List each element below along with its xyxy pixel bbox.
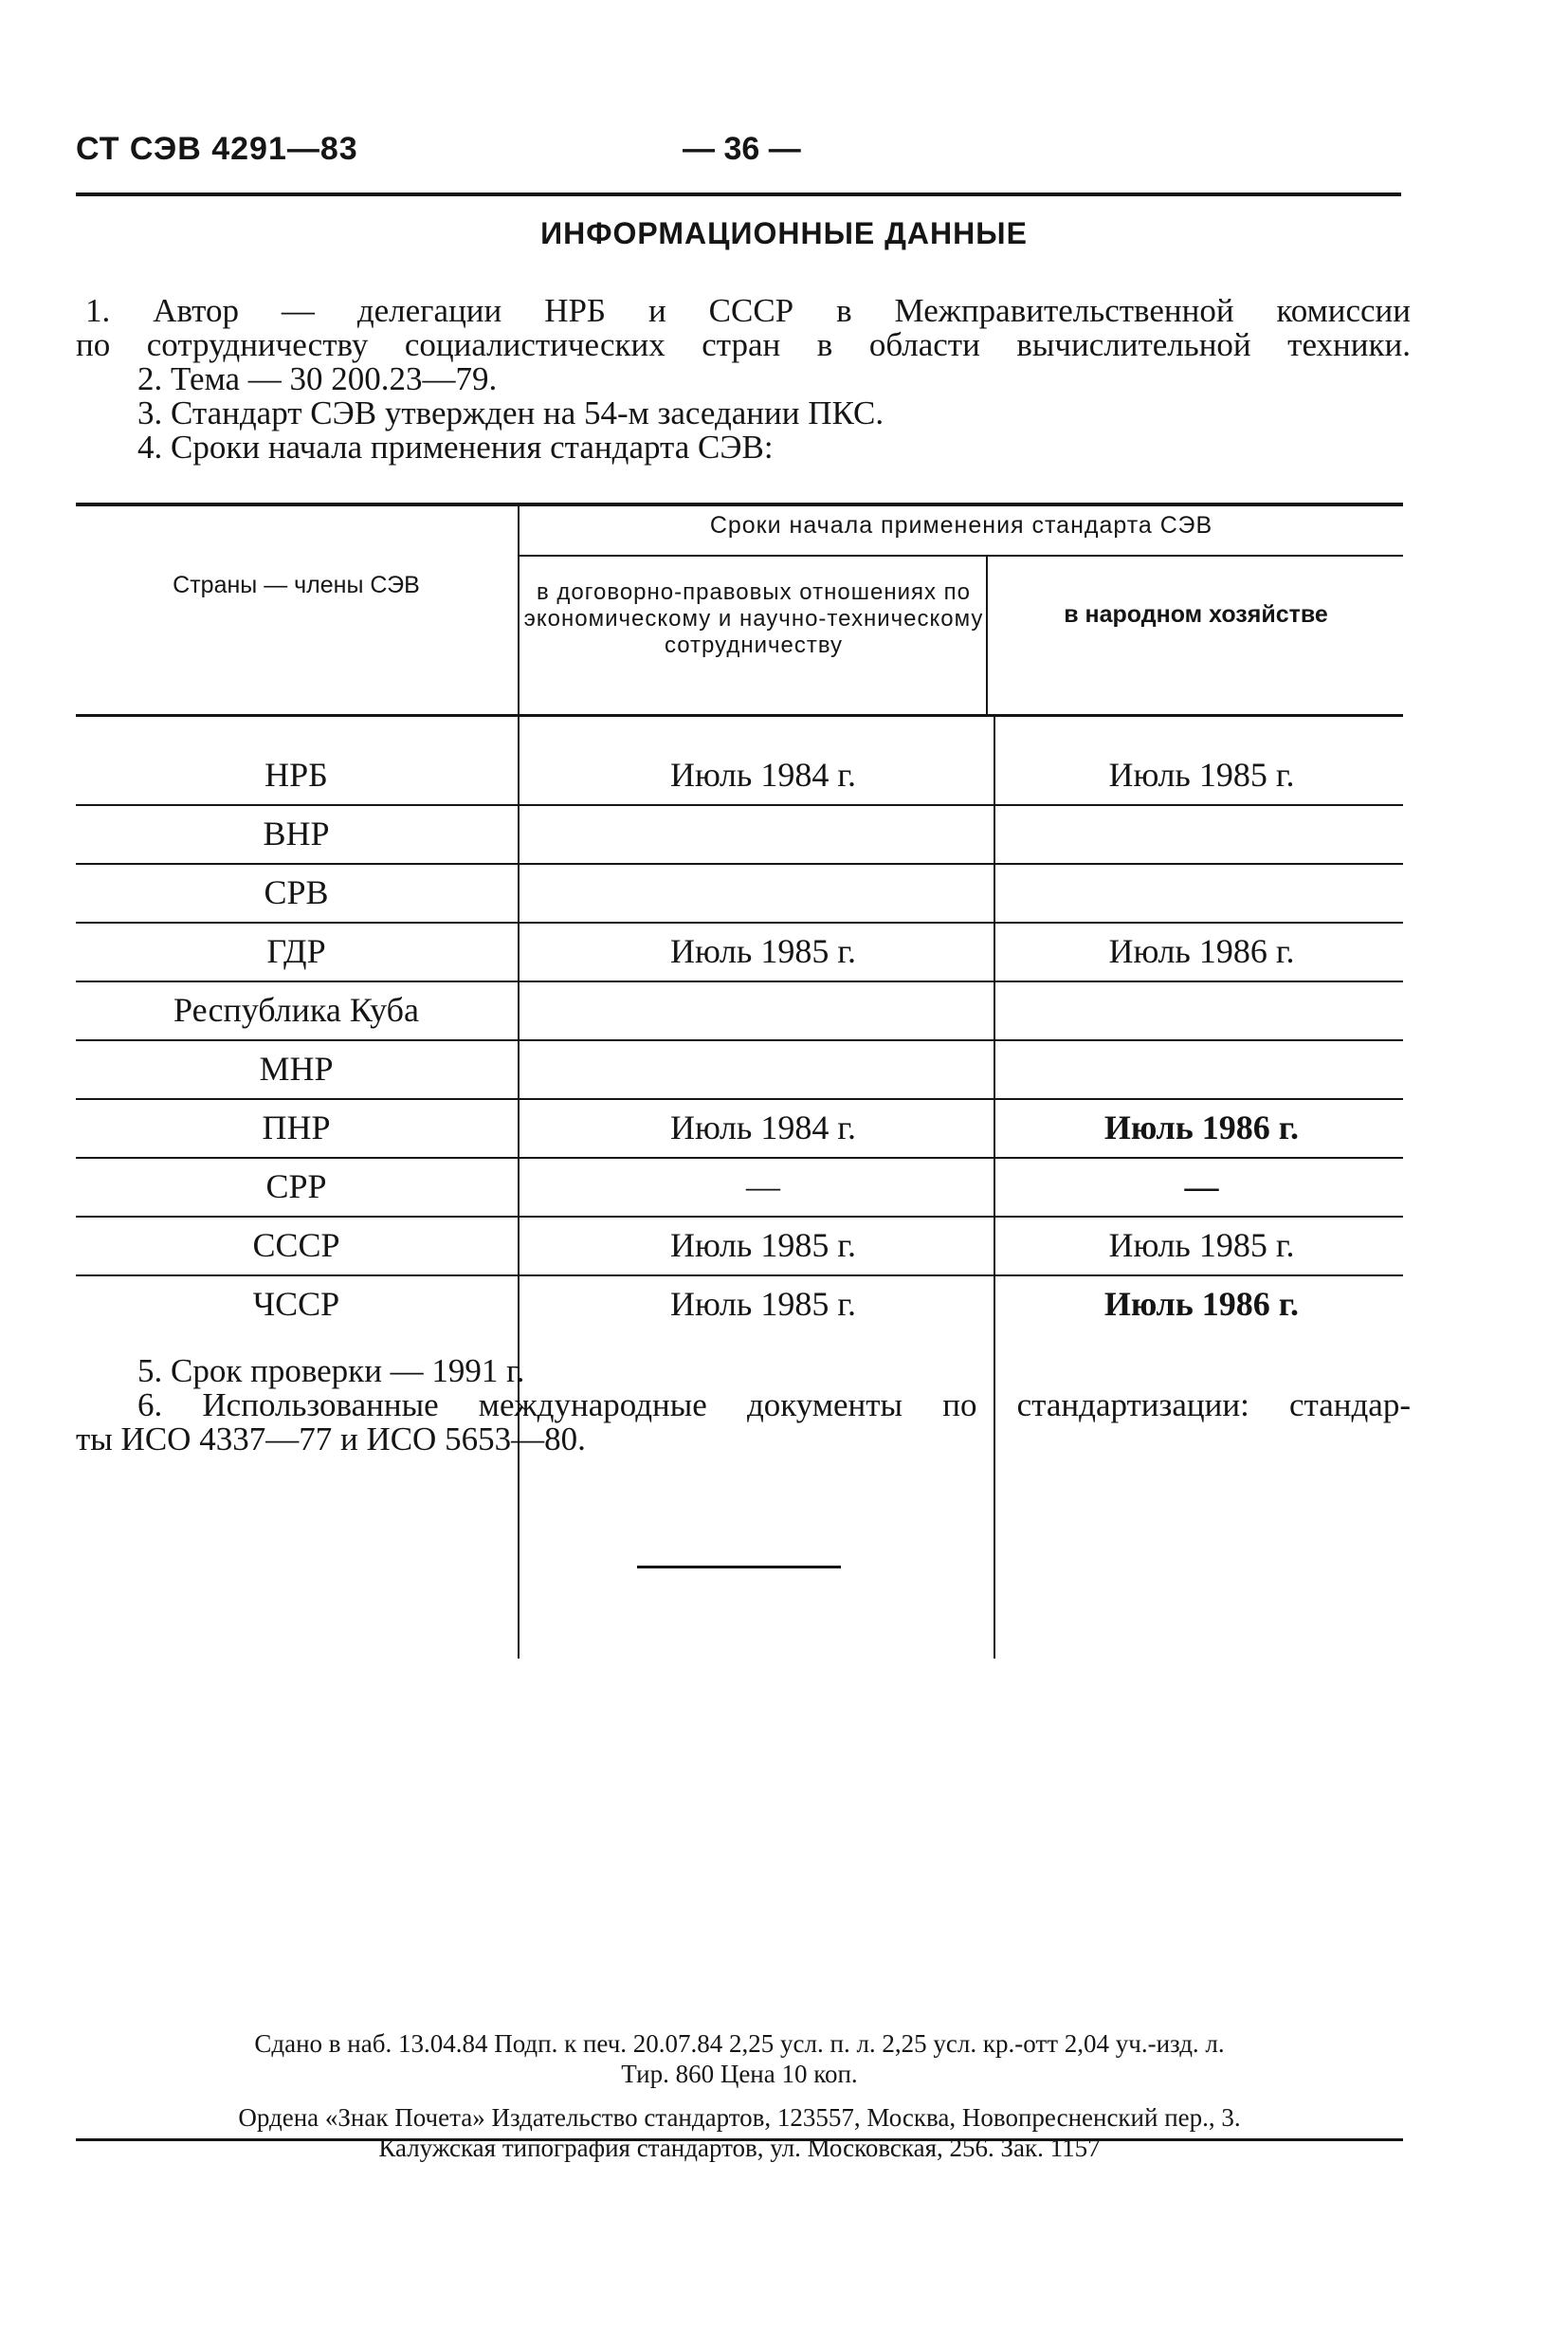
item-3: 3. Стандарт СЭВ утвержден на 54-м заседании ПКС.	[137, 394, 884, 431]
item-2: 2. Тема — 30 200.23—79.	[137, 360, 498, 397]
economy-date-cell: Июль 1985 г.	[1108, 1226, 1295, 1264]
table-top-rule	[76, 503, 1403, 506]
economy-date-cell	[1000, 981, 1403, 1039]
imprint-line-1: Сдано в наб. 13.04.84 Подп. к печ. 20.07.84 2,25 усл. п. л. 2,25 усл. кр.-отт 2,04 уч.-изд. л.	[254, 2029, 1225, 2058]
table-group-rule	[520, 555, 1403, 557]
printer-line: Калужская типография стандартов, ул. Московская, 256. Зак. 1157	[378, 2134, 1101, 2162]
contract-date-cell	[531, 863, 995, 922]
imprint-line-2: Тир. 860 Цена 10 коп.	[621, 2060, 858, 2088]
country-cell: МНР	[259, 1050, 334, 1088]
economy-date-cell	[1000, 804, 1403, 863]
column-group-header: Сроки начала применения стандарта СЭВ	[709, 512, 1213, 539]
table-row	[76, 863, 1403, 922]
item-1-line-1: 1. Автор — делегации НРБ и СССР в Межправительственной комиссии	[85, 292, 1411, 329]
economy-date-cell: Июль 1986 г.	[1103, 1285, 1300, 1323]
table-vline-2-head	[986, 557, 988, 714]
contract-date-cell: Июль 1984 г.	[669, 756, 857, 794]
country-cell: СРР	[265, 1167, 327, 1205]
item-4: 4. Сроки начала применения стандарта СЭВ:	[137, 429, 774, 466]
column-header-contract: в договорно-правовых отношениях по экономическому и научно-техническому сотрудничеству	[523, 579, 984, 658]
country-cell: СРВ	[264, 873, 329, 911]
header-rule	[76, 192, 1401, 196]
page-number: — 36 —	[683, 131, 801, 167]
table-row	[76, 804, 1403, 863]
table-row	[76, 981, 1403, 1039]
closing-rule	[637, 1566, 841, 1568]
table-row	[76, 1039, 1403, 1098]
economy-date-cell	[1000, 1039, 1403, 1098]
column-header-countries: Страны — члены СЭВ	[173, 572, 420, 598]
table-row	[76, 1216, 1403, 1274]
publisher-line: Ордена «Знак Почета» Издательство стандартов, 123557, Москва, Новопресненский пер., 3.	[238, 2103, 1241, 2132]
item-1-line-2: по сотрудничеству социалистических стран в области вычислительной техники.	[76, 326, 1411, 363]
country-cell: ЧССР	[252, 1285, 340, 1323]
country-cell: ВНР	[263, 815, 330, 852]
country-cell: ГДР	[266, 932, 326, 970]
economy-date-cell: Июль 1985 г.	[1108, 756, 1295, 794]
section-title: ИНФОРМАЦИОННЫЕ ДАННЫЕ	[540, 216, 1028, 250]
economy-date-cell: Июль 1986 г.	[1103, 1109, 1300, 1146]
standard-code: СТ СЭВ 4291—83	[76, 131, 358, 167]
contract-date-cell: Июль 1985 г.	[669, 932, 857, 970]
economy-date-cell	[1000, 863, 1403, 922]
table-row	[76, 745, 1403, 804]
item-6-line-1: 6. Использованные международные документы по стандартизации: стандар-	[137, 1386, 1411, 1423]
contract-date-cell: —	[746, 1167, 780, 1205]
country-cell: ПНР	[262, 1109, 331, 1146]
contract-date-cell	[531, 981, 995, 1039]
item-6-line-2: ты ИСО 4337—77 и ИСО 5653—80.	[76, 1421, 586, 1457]
column-header-economy: в народном хозяйстве	[1064, 601, 1328, 628]
country-cell: СССР	[252, 1226, 340, 1264]
table-row	[76, 922, 1403, 981]
table-header-rule	[76, 714, 1403, 717]
contract-date-cell: Июль 1985 г.	[669, 1226, 857, 1264]
table-row	[76, 1274, 1403, 1333]
contract-date-cell	[531, 1039, 995, 1098]
page-header	[76, 131, 1403, 188]
economy-date-cell: Июль 1986 г.	[1108, 932, 1295, 970]
country-cell: НРБ	[264, 756, 328, 794]
economy-date-cell: —	[1184, 1167, 1219, 1205]
contract-date-cell	[531, 804, 995, 863]
table-row	[76, 1098, 1403, 1157]
item-5: 5. Срок проверки — 1991 г.	[137, 1352, 525, 1389]
table-row	[76, 1157, 1403, 1216]
country-cell: Республика Куба	[173, 991, 419, 1029]
contract-date-cell: Июль 1985 г.	[669, 1285, 857, 1323]
contract-date-cell: Июль 1984 г.	[669, 1109, 857, 1146]
